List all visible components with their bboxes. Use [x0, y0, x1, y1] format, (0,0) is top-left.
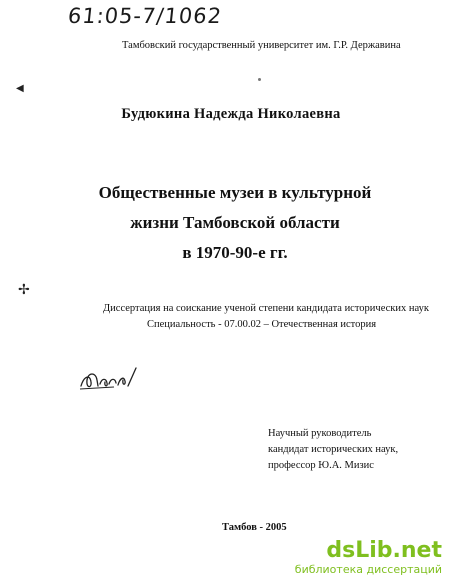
advisor-line-3: профессор Ю.А. Мизис [268, 460, 374, 471]
advisor-line-1: Научный руководитель [268, 428, 372, 439]
dissertation-note: Диссертация на соискание ученой степени кандидата исторических наук [103, 303, 429, 314]
plus-mark-icon: ✢ [18, 282, 30, 298]
dissertation-title-line-2: жизни Тамбовской области [130, 213, 340, 232]
speck-mark [258, 78, 261, 81]
handwritten-archive-code: 61:05-7/1062 [66, 4, 224, 28]
author-name: Будюкина Надежда Николаевна [121, 106, 341, 122]
handwritten-signature [78, 366, 140, 397]
city-year: Тамбов - 2005 [222, 522, 287, 533]
dslib-subtitle: библиотека диссертаций [294, 563, 442, 576]
dslib-logo[interactable]: dsLib.net [326, 538, 442, 563]
specialty-line: Специальность - 07.00.02 – Отечественная история [147, 319, 377, 330]
university-name: Тамбовский государственный университет им. Г.Р. Державина [122, 40, 401, 51]
advisor-line-2: кандидат исторических наук, [268, 444, 399, 455]
dissertation-title-line-3: в 1970-90-е гг. [182, 243, 288, 262]
dissertation-title-line-1: Общественные музеи в культурной [98, 183, 372, 202]
arrow-left-icon: ◀ [16, 83, 24, 94]
dslib-watermark[interactable] [295, 539, 442, 576]
